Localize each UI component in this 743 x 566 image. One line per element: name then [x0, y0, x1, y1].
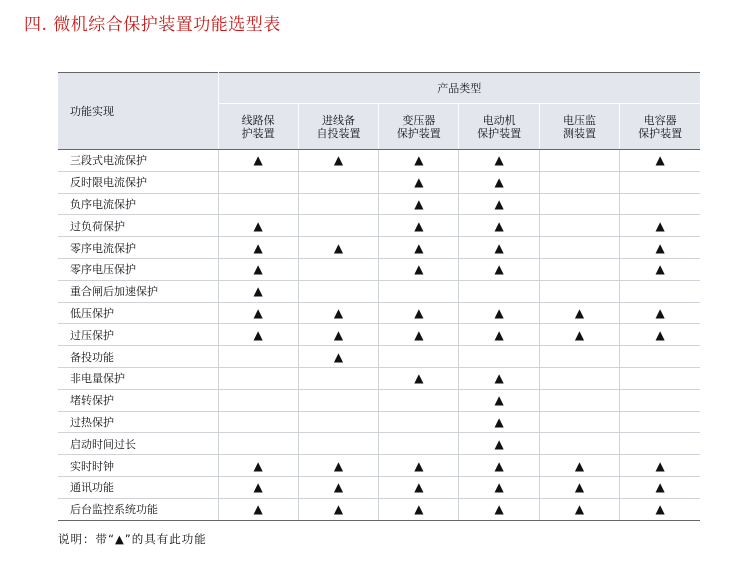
feature-mark-icon: ▲ [539, 302, 619, 324]
empty-cell [218, 346, 298, 368]
feature-mark-icon: ▲ [379, 498, 459, 520]
empty-cell [620, 193, 700, 215]
empty-cell [620, 346, 700, 368]
function-name: 过压保护 [58, 324, 218, 346]
feature-mark-icon: ▲ [379, 171, 459, 193]
empty-cell [620, 433, 700, 455]
function-name: 备投功能 [58, 346, 218, 368]
product-header [539, 104, 619, 150]
empty-cell [379, 280, 459, 302]
empty-cell [539, 411, 619, 433]
empty-cell [539, 193, 619, 215]
empty-cell [298, 280, 378, 302]
product-header [298, 104, 378, 150]
function-name: 通讯功能 [58, 476, 218, 498]
product-header [218, 104, 298, 150]
feature-mark-icon: ▲ [539, 455, 619, 477]
product-header-line: 进线备 [321, 113, 355, 127]
table-row [58, 193, 700, 215]
empty-cell [298, 389, 378, 411]
empty-cell [620, 171, 700, 193]
feature-mark-icon: ▲ [459, 171, 539, 193]
empty-cell [459, 346, 539, 368]
empty-cell [620, 280, 700, 302]
empty-cell [218, 193, 298, 215]
empty-cell [539, 237, 619, 259]
empty-cell [539, 346, 619, 368]
function-name: 零序电流保护 [58, 237, 218, 259]
feature-mark-icon: ▲ [218, 258, 298, 280]
empty-cell [379, 346, 459, 368]
feature-mark-icon: ▲ [459, 411, 539, 433]
product-header-line: 电容器 [643, 113, 677, 127]
empty-cell [218, 433, 298, 455]
function-name: 零序电压保护 [58, 258, 218, 280]
feature-mark-icon: ▲ [298, 237, 378, 259]
empty-cell [218, 171, 298, 193]
product-header-line: 电动机 [482, 113, 516, 127]
feature-mark-icon: ▲ [218, 498, 298, 520]
empty-cell [539, 215, 619, 237]
feature-mark-icon: ▲ [298, 455, 378, 477]
empty-cell [298, 171, 378, 193]
feature-mark-icon: ▲ [459, 324, 539, 346]
feature-mark-icon: ▲ [459, 258, 539, 280]
feature-mark-icon: ▲ [620, 498, 700, 520]
product-header [459, 104, 539, 150]
feature-mark-icon: ▲ [620, 150, 700, 172]
page-title: 四. 微机综合保护装置功能选型表 [24, 15, 281, 35]
product-header-line: 变压器 [402, 113, 436, 127]
feature-mark-icon: ▲ [218, 324, 298, 346]
function-name: 堵转保护 [58, 389, 218, 411]
table-header [58, 73, 700, 150]
feature-mark-icon: ▲ [539, 476, 619, 498]
feature-mark-icon: ▲ [459, 476, 539, 498]
table-row [58, 498, 700, 520]
table-row [58, 215, 700, 237]
feature-mark-icon: ▲ [218, 302, 298, 324]
empty-cell [539, 150, 619, 172]
empty-cell [539, 433, 619, 455]
product-header-line: 保护装置 [638, 126, 683, 140]
function-name: 启动时间过长 [58, 433, 218, 455]
feature-mark-icon: ▲ [218, 237, 298, 259]
empty-cell [298, 367, 378, 389]
feature-mark-icon: ▲ [379, 367, 459, 389]
function-name: 重合闸后加速保护 [58, 280, 218, 302]
feature-mark-icon: ▲ [379, 150, 459, 172]
table-row [58, 389, 700, 411]
function-name: 反时限电流保护 [58, 171, 218, 193]
empty-cell [539, 280, 619, 302]
feature-mark-icon: ▲ [459, 150, 539, 172]
feature-mark-icon: ▲ [218, 280, 298, 302]
feature-mark-icon: ▲ [379, 193, 459, 215]
product-header-line: 护装置 [241, 126, 275, 140]
feature-mark-icon: ▲ [218, 455, 298, 477]
function-name: 负序电流保护 [58, 193, 218, 215]
empty-cell [539, 367, 619, 389]
product-header-line: 保护装置 [396, 126, 441, 140]
feature-mark-icon: ▲ [459, 433, 539, 455]
feature-mark-icon: ▲ [459, 215, 539, 237]
feature-mark-icon: ▲ [379, 237, 459, 259]
table-row [58, 302, 700, 324]
selection-table [58, 72, 700, 521]
feature-mark-icon: ▲ [379, 324, 459, 346]
table-row [58, 411, 700, 433]
feature-mark-icon: ▲ [298, 150, 378, 172]
function-name: 后台监控系统功能 [58, 498, 218, 520]
table-row [58, 237, 700, 259]
empty-cell [539, 389, 619, 411]
feature-mark-icon: ▲ [459, 237, 539, 259]
feature-mark-icon: ▲ [620, 476, 700, 498]
product-header-line: 线路保 [241, 113, 275, 127]
empty-cell [298, 193, 378, 215]
feature-mark-icon: ▲ [620, 237, 700, 259]
feature-mark-icon: ▲ [620, 324, 700, 346]
function-name: 低压保护 [58, 302, 218, 324]
empty-cell [620, 389, 700, 411]
product-header-line: 保护装置 [477, 126, 522, 140]
table-body [58, 150, 700, 521]
feature-mark-icon: ▲ [459, 455, 539, 477]
empty-cell [218, 389, 298, 411]
feature-mark-icon: ▲ [459, 367, 539, 389]
feature-mark-icon: ▲ [298, 346, 378, 368]
table-row [58, 455, 700, 477]
empty-cell [620, 367, 700, 389]
function-name: 过负荷保护 [58, 215, 218, 237]
product-header-line: 测装置 [562, 126, 596, 140]
function-name: 非电量保护 [58, 367, 218, 389]
function-column-header: 功能实现 [58, 73, 218, 150]
table-row [58, 150, 700, 172]
product-header-line: 自投装置 [316, 126, 361, 140]
empty-cell [379, 389, 459, 411]
empty-cell [218, 411, 298, 433]
table-row [58, 171, 700, 193]
feature-mark-icon: ▲ [218, 215, 298, 237]
feature-mark-icon: ▲ [620, 455, 700, 477]
function-name: 过热保护 [58, 411, 218, 433]
feature-mark-icon: ▲ [620, 302, 700, 324]
product-header-line: 电压监 [562, 113, 596, 127]
empty-cell [539, 171, 619, 193]
feature-mark-icon: ▲ [459, 193, 539, 215]
table-row [58, 324, 700, 346]
product-header [620, 104, 700, 150]
feature-mark-icon: ▲ [298, 302, 378, 324]
feature-mark-icon: ▲ [298, 324, 378, 346]
table-row [58, 476, 700, 498]
feature-mark-icon: ▲ [218, 476, 298, 498]
product-type-header: 产品类型 [218, 73, 700, 104]
feature-mark-icon: ▲ [298, 476, 378, 498]
empty-cell [379, 411, 459, 433]
empty-cell [218, 367, 298, 389]
feature-mark-icon: ▲ [379, 258, 459, 280]
empty-cell [298, 215, 378, 237]
feature-mark-icon: ▲ [379, 455, 459, 477]
feature-mark-icon: ▲ [298, 498, 378, 520]
feature-mark-icon: ▲ [539, 498, 619, 520]
feature-mark-icon: ▲ [218, 150, 298, 172]
table-row [58, 258, 700, 280]
empty-cell [379, 433, 459, 455]
legend-note: 说明：带“▲”的具有此功能 [58, 532, 207, 546]
table-row [58, 367, 700, 389]
empty-cell [298, 433, 378, 455]
feature-mark-icon: ▲ [459, 302, 539, 324]
table-row [58, 433, 700, 455]
table-row [58, 280, 700, 302]
empty-cell [620, 411, 700, 433]
feature-mark-icon: ▲ [539, 324, 619, 346]
function-name: 三段式电流保护 [58, 150, 218, 172]
feature-mark-icon: ▲ [379, 215, 459, 237]
feature-mark-icon: ▲ [459, 498, 539, 520]
feature-mark-icon: ▲ [620, 215, 700, 237]
empty-cell [459, 280, 539, 302]
product-header [379, 104, 459, 150]
table-row [58, 346, 700, 368]
empty-cell [539, 258, 619, 280]
feature-mark-icon: ▲ [379, 476, 459, 498]
feature-mark-icon: ▲ [379, 302, 459, 324]
feature-mark-icon: ▲ [620, 258, 700, 280]
function-name: 实时时钟 [58, 455, 218, 477]
empty-cell [298, 258, 378, 280]
feature-mark-icon: ▲ [459, 389, 539, 411]
empty-cell [298, 411, 378, 433]
